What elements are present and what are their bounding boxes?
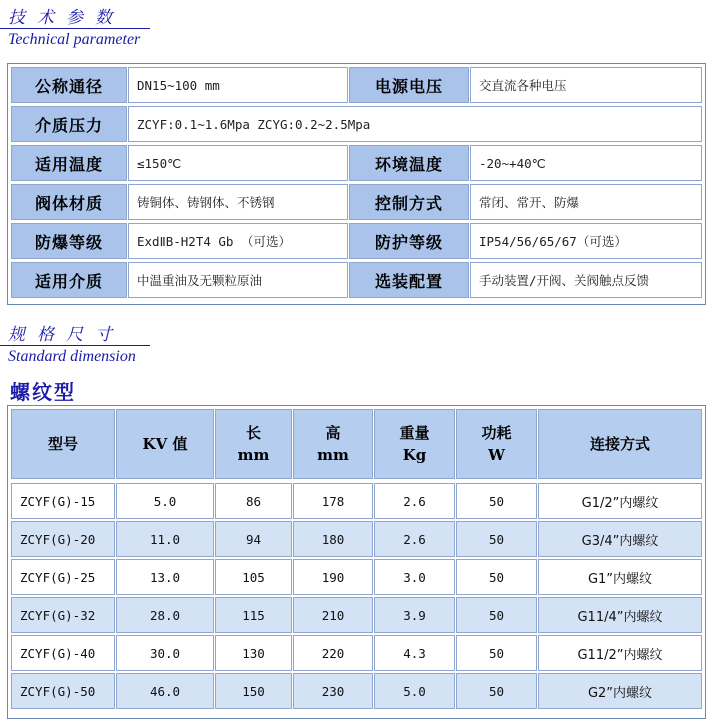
table-row [11,483,702,519]
tech-row [11,184,702,220]
cell-kv: 28.0 [116,597,214,633]
cell-length: 86 [215,483,292,519]
cell-connection: G2”内螺纹 [538,673,702,709]
param-label: 环境温度 [349,145,469,181]
table-row [11,521,702,557]
dim-heading-cn: 规格尺寸 [8,325,124,345]
col-header-height: 高 mm [293,409,373,479]
tech-parameter-table [7,63,706,305]
param-label: 防护等级 [349,223,469,259]
param-label: 介质压力 [11,106,127,142]
cell-height: 190 [293,559,373,595]
tech-row [11,67,702,103]
col-header-power: 功耗 W [456,409,537,479]
cell-height: 210 [293,597,373,633]
param-value: ZCYF:0.1~1.6Mpa ZCYG:0.2~2.5Mpa [128,106,702,142]
tech-row [11,223,702,259]
table-row [11,559,702,595]
cell-weight: 3.9 [374,597,455,633]
thread-type-heading: 螺纹型 [10,380,76,404]
tech-row [11,262,702,298]
param-value: ExdⅡB-H2T4 Gb （可选） [128,223,348,259]
tech-heading-cn: 技术参数 [8,8,124,28]
dimension-table [7,405,706,719]
cell-power: 50 [456,559,537,595]
col-header-weight: 重量 Kg [374,409,455,479]
cell-model: ZCYF(G)-40 [11,635,115,671]
cell-model: ZCYF(G)-25 [11,559,115,595]
table-row [11,635,702,671]
param-value: 常闭、常开、防爆 [470,184,702,220]
cell-height: 178 [293,483,373,519]
cell-weight: 4.3 [374,635,455,671]
cell-connection: G1”内螺纹 [538,559,702,595]
param-label: 电源电压 [349,67,469,103]
cell-model: ZCYF(G)-50 [11,673,115,709]
table-row [11,673,702,709]
cell-model: ZCYF(G)-15 [11,483,115,519]
cell-weight: 3.0 [374,559,455,595]
cell-power: 50 [456,673,537,709]
col-header-length: 长 mm [215,409,292,479]
param-label: 适用介质 [11,262,127,298]
cell-connection: G11/2”内螺纹 [538,635,702,671]
cell-power: 50 [456,597,537,633]
cell-power: 50 [456,635,537,671]
dim-heading-en: Standard dimension [8,348,136,365]
cell-length: 130 [215,635,292,671]
col-header-kv: KV 值 [116,409,214,479]
cell-length: 150 [215,673,292,709]
cell-weight: 2.6 [374,521,455,557]
cell-kv: 46.0 [116,673,214,709]
col-header-connection: 连接方式 [538,409,702,479]
tech-heading-en: Technical parameter [8,31,141,48]
param-value: 中温重油及无颗粒原油 [128,262,348,298]
col-header-model: 型号 [11,409,115,479]
param-value: 铸铜体、铸钢体、不锈钢 [128,184,348,220]
cell-kv: 11.0 [116,521,214,557]
param-label: 阀体材质 [11,184,127,220]
cell-power: 50 [456,521,537,557]
cell-connection: G3/4”内螺纹 [538,521,702,557]
cell-height: 220 [293,635,373,671]
cell-height: 180 [293,521,373,557]
tech-row [11,145,702,181]
param-label: 控制方式 [349,184,469,220]
table-header [11,409,702,479]
param-value: 交直流各种电压 [470,67,702,103]
cell-weight: 5.0 [374,673,455,709]
cell-length: 94 [215,521,292,557]
param-value: -20~+40℃ [470,145,702,181]
param-value: IP54/56/65/67（可选） [470,223,702,259]
cell-length: 105 [215,559,292,595]
param-label: 适用温度 [11,145,127,181]
tech-row [11,106,702,142]
table-row [11,597,702,633]
cell-weight: 2.6 [374,483,455,519]
cell-kv: 5.0 [116,483,214,519]
cell-connection: G11/4”内螺纹 [538,597,702,633]
param-value: DN15~100 mm [128,67,348,103]
cell-length: 115 [215,597,292,633]
cell-connection: G1/2”内螺纹 [538,483,702,519]
param-label: 选装配置 [349,262,469,298]
param-value: ≤150℃ [128,145,348,181]
param-value: 手动装置/开阀、关阀触点反馈 [470,262,702,298]
cell-power: 50 [456,483,537,519]
param-label: 公称通径 [11,67,127,103]
cell-model: ZCYF(G)-20 [11,521,115,557]
heading-underline [0,345,150,346]
param-label: 防爆等级 [11,223,127,259]
cell-kv: 13.0 [116,559,214,595]
cell-model: ZCYF(G)-32 [11,597,115,633]
cell-kv: 30.0 [116,635,214,671]
heading-underline [0,28,150,29]
cell-height: 230 [293,673,373,709]
